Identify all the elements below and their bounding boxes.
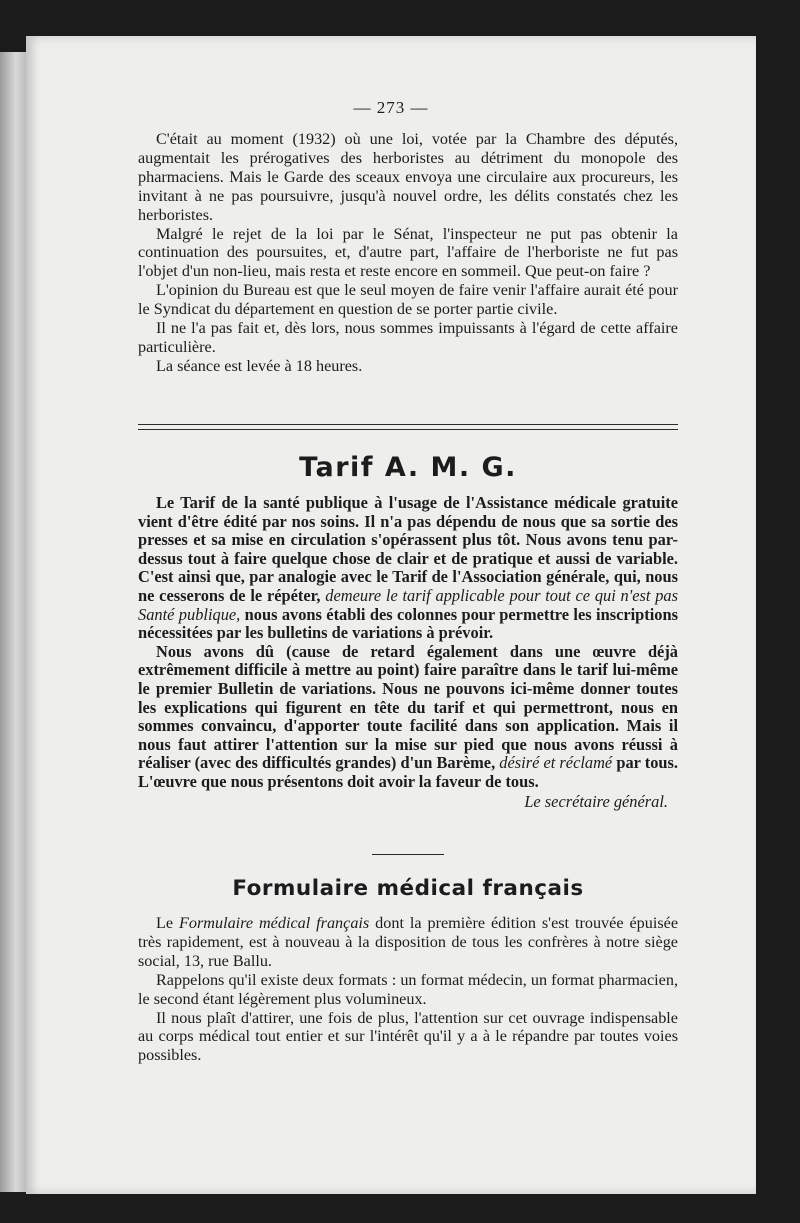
- page-number: — 273 —: [353, 98, 429, 117]
- section-divider-top: [138, 424, 678, 425]
- formulaire-section: [138, 914, 678, 1065]
- minutes-paragraph: Il ne l'a pas fait et, dès lors, nous sommes impuissants à l'égard de cette affaire particulière.: [138, 319, 678, 356]
- tarif-amg-section: [138, 494, 678, 811]
- minutes-paragraph: Malgré le rejet de la loi par le Sénat, l'inspecteur ne put pas obtenir la continuation des poursuites, et, d'autre part, l'affaire de l'herboriste ne fut pas l'objet d'un non-lieu, mais resta et reste encore en sommeil. Que peut-on faire ?: [138, 224, 678, 281]
- section-divider-bottom: [138, 429, 678, 430]
- meeting-minutes-section: [138, 130, 678, 376]
- previous-page-edge: [0, 52, 26, 1192]
- formulaire-title: Formulaire médical français: [232, 876, 584, 901]
- tarif-amg-title: Tarif A. M. G.: [299, 452, 517, 483]
- minutes-paragraph: L'opinion du Bureau est que le seul moyen de faire venir l'affaire aurait été pour le Syndicat du département en question de se porter partie civile.: [138, 281, 678, 319]
- short-divider: [372, 854, 444, 855]
- formulaire-paragraph: Il nous plaît d'attirer, une fois de plus, l'attention sur cet ouvrage indispensable au corps médical tout entier et sur l'intérêt qu'il y a à le répandre par toutes voies possibles.: [138, 1008, 678, 1065]
- document-page: [26, 36, 756, 1194]
- tarif-paragraph: Le Tarif de la santé publique à l'usage de l'Assistance médicale gratuite vient d'être édité par nos soins. Il n'a pas dépendu de nous que sa sortie des presses et sa mise en circulation s'opérassent plus tôt. Nous avons tenu par-dessus tout à faire quelque chose de clair et de pratique et aussi de variable. C'est ainsi que, par analogie avec le Tarif de l'Association générale, qui, nous ne cesserons de le répéter, demeure le tarif applicable pour tout ce qui n'est pas Santé publique, nous avons établi des colonnes pour permettre les inscriptions nécessitées par les bulletins de variations à prévoir.: [138, 493, 679, 643]
- formulaire-paragraph: Le Formulaire médical français dont la première édition s'est trouvée épuisée très rapidement, est à nouveau à la disposition de tous les confrères à notre siège social, 13, rue Ballu.: [138, 914, 678, 970]
- minutes-paragraph: C'était au moment (1932) où une loi, votée par la Chambre des députés, augmentait les prérogatives des herboristes au détriment du monopole des pharmaciens. Mais le Garde des sceaux envoya une circulaire aux procureurs, les invitant à ne pas poursuivre, jusqu'à nouvel ordre, les délits constatés chez les herboristes.: [138, 130, 678, 224]
- formulaire-paragraph: Rappelons qu'il existe deux formats : un format médecin, un format pharmacien, le second étant légèrement plus volumineux.: [138, 970, 678, 1008]
- tarif-paragraph: Nous avons dû (cause de retard également dans une œuvre déjà extrêmement difficile à mettre au point) faire paraître dans le tarif lui-même le premier Bulletin de variations. Nous ne pouvons ici-même donner toutes les explications qui figurent en tête du tarif et qui permettront, nous en sommes convaincu, d'apporter toute facilité dans son application. Mais il nous faut attirer l'attention sur la mise sur pied que nous avons réussi à réaliser (avec des difficultés grandes) d'un Barème, désiré et réclamé par tous. L'œuvre que nous présentons doit avoir la faveur de tous.: [138, 641, 678, 791]
- signature: Le secrétaire général.: [524, 791, 668, 811]
- minutes-paragraph: La séance est levée à 18 heures.: [156, 356, 363, 375]
